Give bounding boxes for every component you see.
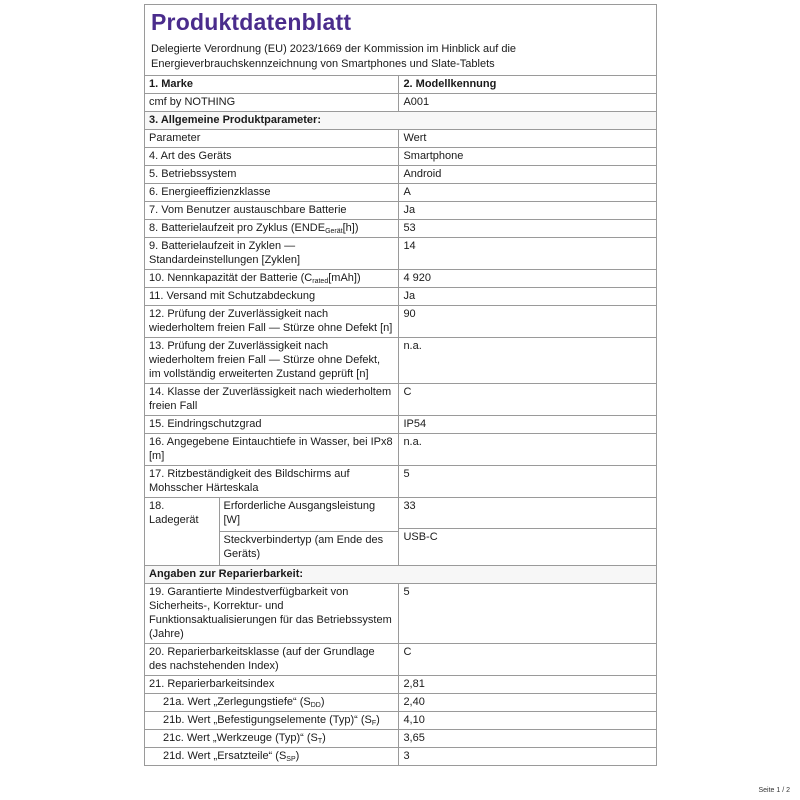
param-label: 14. Klasse der Zuverlässigkeit nach wiederholtem freien Fall <box>145 384 399 416</box>
charger-param-label: Erforderliche Ausgangsleistung [W] <box>219 498 398 532</box>
param-value: Android <box>399 166 657 184</box>
label-subscript: Gerät <box>325 228 343 235</box>
param-value: C <box>399 384 657 416</box>
label-text: ) <box>376 714 380 726</box>
param-value: 3,65 <box>399 730 657 748</box>
param-label <box>145 712 399 730</box>
param-value: C <box>399 644 657 676</box>
value-header: Wert <box>399 130 657 148</box>
param-value: IP54 <box>399 416 657 434</box>
param-label: 21. Reparierbarkeitsindex <box>145 676 399 694</box>
param-label <box>145 220 399 238</box>
product-data-sheet <box>144 4 657 766</box>
general-heading: 3. Allgemeine Produktparameter: <box>145 112 657 130</box>
param-value: 53 <box>399 220 657 238</box>
brand-value: cmf by NOTHING <box>145 94 399 112</box>
charger-param-label: Steckverbindertyp (am Ende des Geräts) <box>223 534 384 560</box>
repair-heading: Angaben zur Reparierbarkeit: <box>145 566 657 584</box>
table-row <box>145 644 657 676</box>
param-label: 12. Prüfung der Zuverlässigkeit nach wiederholtem freien Fall — Stürze ohne Defekt [n] <box>145 306 399 338</box>
label-text: ) <box>295 750 300 762</box>
param-value: 90 <box>399 306 657 338</box>
table-row <box>145 416 657 434</box>
table-row <box>145 466 657 498</box>
charger-param-value: 33 <box>399 498 656 529</box>
param-value: 4,10 <box>399 712 657 730</box>
table-row <box>145 676 657 694</box>
param-label: 16. Angegebene Eintauchtiefe in Wasser, bei IPx8 [m] <box>145 434 399 466</box>
document-subtitle <box>151 42 650 72</box>
repair-heading-row <box>145 566 657 584</box>
param-label: 19. Garantierte Mindestverfügbarkeit von Sicherheits-, Korrektur- und Funktionsaktualisierungen für das Betriebssystem (Jahre) <box>145 584 399 644</box>
param-value: n.a. <box>399 434 657 466</box>
label-subscript: DD <box>310 702 321 709</box>
charger-cell <box>145 498 399 566</box>
label-text: 10. Nennkapazität der Batterie (C <box>149 272 313 284</box>
label-text: [h]) <box>342 222 359 234</box>
table-row <box>145 384 657 416</box>
param-label: 5. Betriebssystem <box>145 166 399 184</box>
table-row <box>145 434 657 466</box>
param-label <box>145 730 399 748</box>
param-value: 3 <box>399 748 657 766</box>
table-row <box>145 148 657 166</box>
param-value: 14 <box>399 238 657 270</box>
label-subscript: SP <box>286 756 296 763</box>
charger-subrow <box>145 498 398 532</box>
product-parameters-table <box>144 75 657 766</box>
table-row <box>145 338 657 384</box>
label-text: 21d. Wert „Ersatzteile“ (S <box>163 750 287 762</box>
label-text: 21c. Wert „Werkzeuge (Typ)“ (S <box>163 732 318 744</box>
model-label: 2. Modellkennung <box>399 76 657 94</box>
param-label: 6. Energieeffizienzklasse <box>145 184 399 202</box>
table-row <box>145 238 657 270</box>
param-label: 13. Prüfung der Zuverlässigkeit nach wiederholtem freien Fall — Stürze ohne Defekt, im vollständig erweiterten Zustand geprüft [n] <box>145 338 399 384</box>
param-value: A <box>399 184 657 202</box>
table-row <box>145 270 657 288</box>
label-text: [mAh]) <box>328 272 361 284</box>
charger-param-value: USB-C <box>403 531 438 543</box>
param-value: n.a. <box>399 338 657 384</box>
param-label: 20. Reparierbarkeitsklasse (auf der Grundlage des nachstehenden Index) <box>145 644 399 676</box>
param-label: 15. Eindringschutzgrad <box>145 416 399 434</box>
param-value: Smartphone <box>399 148 657 166</box>
table-row <box>145 220 657 238</box>
param-value: Ja <box>399 202 657 220</box>
param-label <box>145 748 399 766</box>
general-heading-row <box>145 112 657 130</box>
label-subscript: F <box>371 720 377 727</box>
brand-row <box>145 76 657 94</box>
table-header-row <box>145 130 657 148</box>
label-text: 21a. Wert „Zerlegungstiefe“ (S <box>163 696 311 708</box>
brand-value-row <box>145 94 657 112</box>
model-value: A001 <box>399 94 657 112</box>
param-value: 5 <box>399 584 657 644</box>
table-row <box>145 166 657 184</box>
label-subscript: T <box>317 738 323 745</box>
document-title: Produktdatenblatt <box>151 9 352 35</box>
param-label <box>145 270 399 288</box>
table-row <box>145 694 657 712</box>
label-subscript: rated <box>312 278 329 285</box>
label-text: 8. Batterielaufzeit pro Zyklus (ENDE <box>149 222 326 234</box>
table-row <box>145 288 657 306</box>
charger-values-cell <box>399 498 657 566</box>
table-row <box>145 184 657 202</box>
param-label: 4. Art des Geräts <box>145 148 399 166</box>
page-number: Seite 1 / 2 <box>758 787 790 794</box>
table-row <box>145 712 657 730</box>
param-header: Parameter <box>145 130 399 148</box>
param-label: 7. Vom Benutzer austauschbare Batterie <box>145 202 399 220</box>
charger-label: 18. Ladegerät <box>145 498 219 565</box>
label-text: ) <box>320 696 325 708</box>
param-value: 2,81 <box>399 676 657 694</box>
table-row <box>145 748 657 766</box>
table-row <box>145 730 657 748</box>
label-text: ) <box>322 732 326 744</box>
sheet-header <box>144 4 657 75</box>
charger-subtable <box>145 498 398 565</box>
subtitle-line-1: Delegierte Verordnung (EU) 2023/1669 der Kommission im Hinblick auf die <box>151 43 517 55</box>
param-value: 5 <box>399 466 657 498</box>
param-value: 2,40 <box>399 694 657 712</box>
param-value: 4 920 <box>399 270 657 288</box>
table-row <box>145 584 657 644</box>
param-label: 17. Ritzbeständigkeit des Bildschirms auf Mohsscher Härteskala <box>145 466 399 498</box>
label-text: 21b. Wert „Befestigungselemente (Typ)“ (S <box>163 714 372 726</box>
param-label <box>145 694 399 712</box>
brand-label: 1. Marke <box>145 76 399 94</box>
param-value: Ja <box>399 288 657 306</box>
table-row <box>145 202 657 220</box>
charger-row <box>145 498 657 566</box>
table-row <box>145 306 657 338</box>
param-label: 9. Batterielaufzeit in Zyklen — Standardeinstellungen [Zyklen] <box>145 238 399 270</box>
subtitle-line-2: Energieverbrauchskennzeichnung von Smartphones und Slate-Tablets <box>151 58 495 70</box>
param-label: 11. Versand mit Schutzabdeckung <box>145 288 399 306</box>
